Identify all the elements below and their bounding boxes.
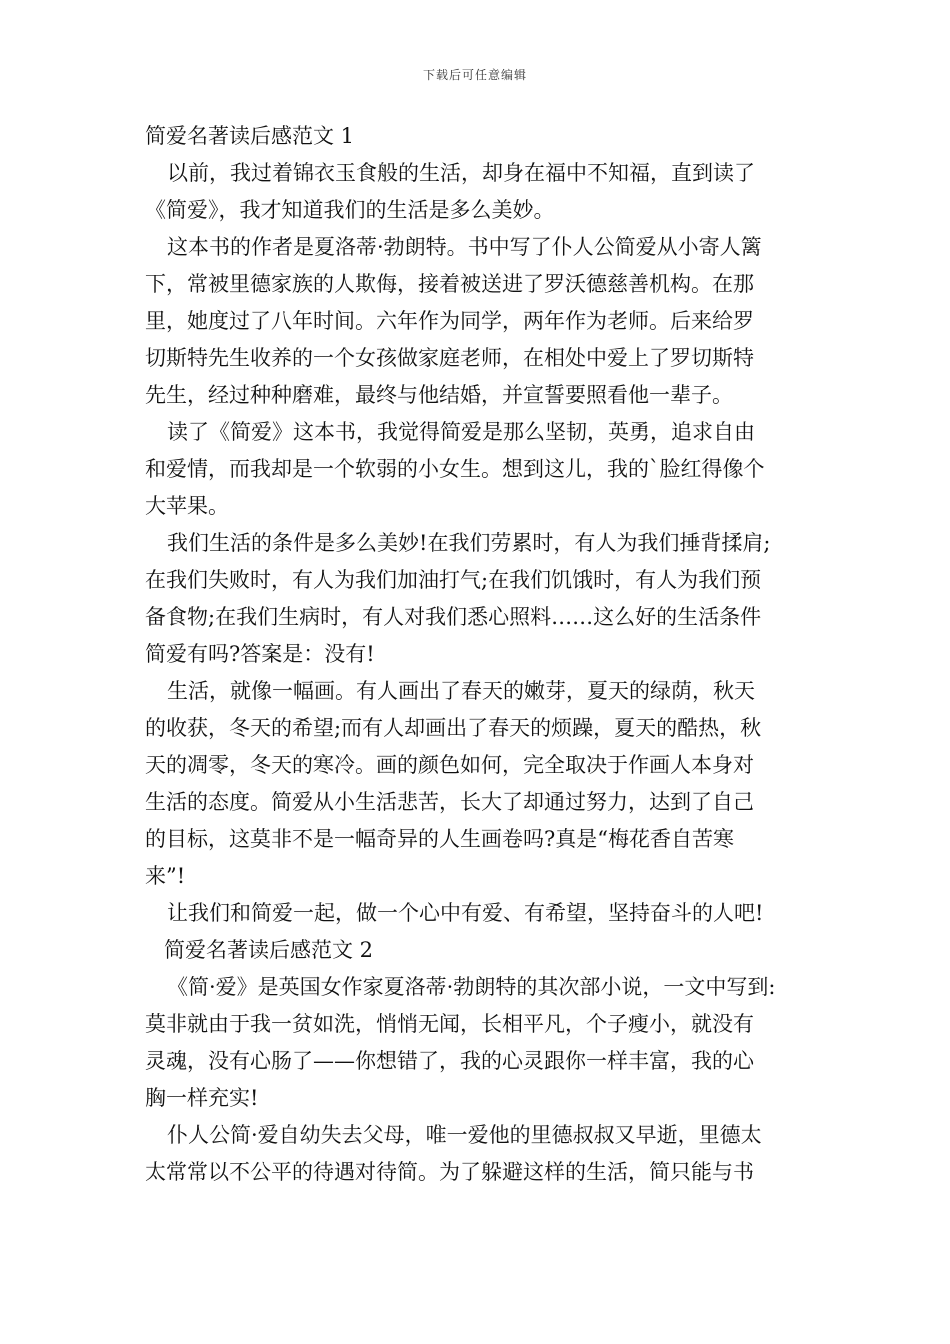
text-line: 《简爱》，我才知道我们的生活是多么美妙。 [145,198,555,222]
header-note: 下载后可任意编辑 [422,68,527,82]
text-line: 以前，我过着锦衣玉食般的生活，却身在福中不知福，直到读了 [167,161,755,185]
text-line: 仆人公简·爱自幼失去父母，唯一爱他的里德叔叔又早逝，里德太 [167,1123,762,1147]
text-line: 简爱有吗?答案是：没有! [145,642,375,666]
text-line: 让我们和简爱一起，做一个心中有爱、有希望，坚持奋斗的人吧! [167,901,764,925]
text-line: 生活的态度。简爱从小生活悲苦，长大了却通过努力，达到了自己 [145,790,754,814]
text-line: 胸一样充实! [145,1086,259,1110]
text-line: 生活，就像一幅画。有人画出了春天的嫩芽，夏天的绿荫，秋天 [167,679,755,703]
text-line: 里，她度过了八年时间。六年作为同学，两年作为老师。后来给罗 [145,309,754,333]
text-line: 先生，经过种种磨难，最终与他结婚，并宣誓要照看他一辈子。 [145,383,733,407]
text-line: 切斯特先生收养的一个女孩做家庭老师，在相处中爱上了罗切斯特 [145,346,754,370]
text-line: 莫非就由于我一贫如洗，悄悄无闻，长相平凡，个子瘦小，就没有 [145,1012,754,1036]
text-line: 这本书的作者是夏洛蒂·勃朗特。书中写了仆人公简爱从小寄人篱 [167,235,762,259]
text-line: 来”! [145,864,186,888]
text-line: 灵魂，没有心肠了——你想错了，我的心灵跟你一样丰富，我的心 [145,1049,754,1073]
text-line: 简爱名著读后感范文 1 [145,124,355,148]
text-line: 备食物;在我们生病时，有人对我们悉心照料……这么好的生活条件 [145,605,762,629]
document-body [145,118,810,1191]
text-line: 《简·爱》是英国女作家夏洛蒂·勃朗特的其次部小说，一文中写到: [167,975,776,999]
text-line: 我们生活的条件是多么美妙!在我们劳累时，有人为我们捶背揉肩; [167,531,771,555]
text-line: 太常常以不公平的待遇对待简。为了躲避这样的生活，简只能与书 [145,1160,754,1184]
text-line: 读了《简爱》这本书，我觉得简爱是那么坚韧，英勇，追求自由 [167,420,755,444]
text-line: 下，常被里德家族的人欺侮，接着被送进了罗沃德慈善机构。在那 [145,272,754,296]
text-line: 的收获，冬天的希望;而有人却画出了春天的烦躁，夏天的酷热，秋 [145,716,762,740]
text-line: 大苹果。 [145,494,229,518]
text-line: 和爱情，而我却是一个软弱的小女生。想到这儿，我的`脸红得像个 [145,457,765,481]
text-line: 简爱名著读后感范文 2 [164,938,374,962]
text-line: 在我们失败时，有人为我们加油打气;在我们饥饿时，有人为我们预 [145,568,762,592]
text-line: 天的凋零，冬天的寒冷。画的颜色如何，完全取决于作画人本身对 [145,753,754,777]
text-line: 的目标，这莫非不是一幅奇异的人生画卷吗?真是“梅花香自苦寒 [145,827,734,851]
